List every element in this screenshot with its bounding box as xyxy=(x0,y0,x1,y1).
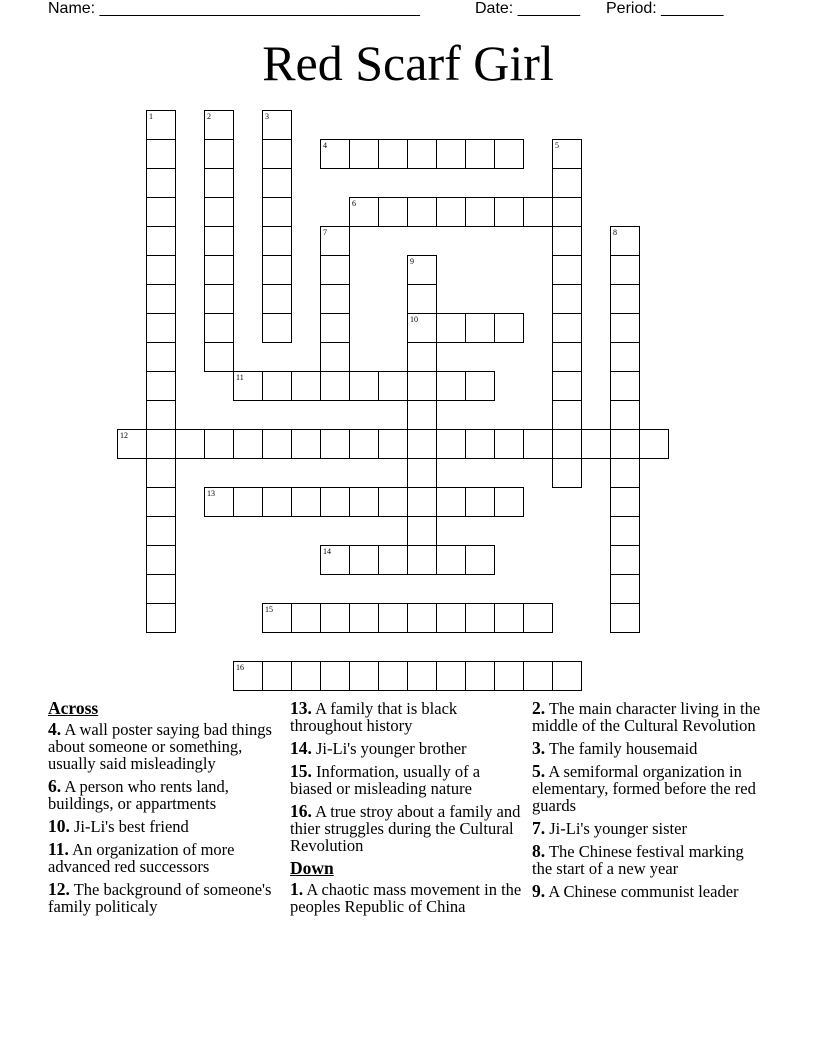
clue-column-2 xyxy=(290,700,525,921)
grid-cell[interactable] xyxy=(610,400,640,430)
grid-cell[interactable] xyxy=(233,661,263,691)
grid-cell[interactable] xyxy=(494,487,524,517)
grid-cell[interactable] xyxy=(262,168,292,198)
grid-cell[interactable] xyxy=(146,516,176,546)
grid-cell[interactable] xyxy=(378,603,408,633)
grid-cell[interactable] xyxy=(494,139,524,169)
clue-down-9: 9. A Chinese communist leader xyxy=(532,881,739,901)
clue-across-10: 10. Ji-Li's best friend xyxy=(48,816,189,836)
grid-cell[interactable] xyxy=(204,284,234,314)
grid-cell[interactable] xyxy=(407,371,437,401)
grid-cell[interactable] xyxy=(610,313,640,343)
grid-cell[interactable] xyxy=(465,661,495,691)
grid-cell[interactable] xyxy=(378,429,408,459)
grid-cell[interactable] xyxy=(320,284,350,314)
grid-cell[interactable] xyxy=(349,603,379,633)
grid-cell[interactable] xyxy=(349,487,379,517)
grid-cell[interactable] xyxy=(465,603,495,633)
grid-cell[interactable] xyxy=(349,139,379,169)
clue-down-1: 1. A chaotic mass movement in the peoples Republic of China xyxy=(290,879,522,916)
grid-cell[interactable] xyxy=(436,487,466,517)
grid-cell[interactable] xyxy=(552,168,582,198)
grid-cell[interactable] xyxy=(610,226,640,256)
grid-cell[interactable] xyxy=(146,603,176,633)
grid-cell[interactable] xyxy=(349,661,379,691)
clue-number: 15 xyxy=(265,605,273,614)
grid-cell[interactable] xyxy=(610,255,640,285)
grid-cell[interactable] xyxy=(494,661,524,691)
grid-cell[interactable] xyxy=(465,139,495,169)
clue-number: 4 xyxy=(323,141,327,150)
grid-cell[interactable] xyxy=(262,661,292,691)
across-heading: Across xyxy=(48,698,99,718)
grid-cell[interactable] xyxy=(204,110,234,140)
grid-cell[interactable] xyxy=(146,342,176,372)
grid-cell[interactable] xyxy=(552,226,582,256)
grid-cell[interactable] xyxy=(494,603,524,633)
grid-cell[interactable] xyxy=(291,371,321,401)
grid-cell[interactable] xyxy=(204,313,234,343)
grid-cell[interactable] xyxy=(581,429,611,459)
grid-cell[interactable] xyxy=(291,429,321,459)
grid-cell[interactable] xyxy=(407,284,437,314)
grid-cell[interactable] xyxy=(610,458,640,488)
clue-number: 9 xyxy=(410,257,414,266)
clue-number: 2 xyxy=(207,112,211,121)
grid-cell[interactable] xyxy=(407,545,437,575)
grid-cell[interactable] xyxy=(146,284,176,314)
clue-across-4: 4. A wall poster saying bad things about someone or something, usually said misleadingly xyxy=(48,719,272,773)
date-field-label: Date: _______ xyxy=(475,0,580,17)
grid-cell[interactable] xyxy=(320,226,350,256)
grid-cell[interactable] xyxy=(204,429,234,459)
grid-cell[interactable] xyxy=(407,313,437,343)
grid-cell[interactable] xyxy=(175,429,205,459)
grid-cell[interactable] xyxy=(436,139,466,169)
grid-cell[interactable] xyxy=(204,226,234,256)
clue-across-14: 14. Ji-Li's younger brother xyxy=(290,738,467,758)
grid-cell[interactable] xyxy=(146,429,176,459)
grid-cell[interactable] xyxy=(436,661,466,691)
grid-cell[interactable] xyxy=(204,168,234,198)
grid-cell[interactable] xyxy=(204,342,234,372)
grid-cell[interactable] xyxy=(204,197,234,227)
grid-cell[interactable] xyxy=(494,313,524,343)
grid-cell[interactable] xyxy=(407,603,437,633)
clue-number: 10 xyxy=(410,315,418,324)
grid-cell[interactable] xyxy=(436,197,466,227)
grid-cell[interactable] xyxy=(320,313,350,343)
clue-down-5: 5. A semiformal organization in elementary, formed before the red guards xyxy=(532,761,756,815)
grid-cell[interactable] xyxy=(117,429,147,459)
grid-cell[interactable] xyxy=(407,516,437,546)
grid-cell[interactable] xyxy=(465,313,495,343)
clue-column-3 xyxy=(532,700,767,906)
clue-number: 7 xyxy=(323,228,327,237)
grid-cell[interactable] xyxy=(146,458,176,488)
clue-number: 5 xyxy=(555,141,559,150)
grid-cell[interactable] xyxy=(262,429,292,459)
clue-number: 3 xyxy=(265,112,269,121)
grid-cell[interactable] xyxy=(436,313,466,343)
grid-cell[interactable] xyxy=(146,255,176,285)
grid-cell[interactable] xyxy=(436,371,466,401)
grid-cell[interactable] xyxy=(610,429,640,459)
clue-down-3: 3. The family housemaid xyxy=(532,738,698,758)
grid-cell[interactable] xyxy=(378,487,408,517)
grid-cell[interactable] xyxy=(320,139,350,169)
grid-cell[interactable] xyxy=(552,139,582,169)
grid-cell[interactable] xyxy=(262,313,292,343)
grid-cell[interactable] xyxy=(378,139,408,169)
grid-cell[interactable] xyxy=(407,342,437,372)
grid-cell[interactable] xyxy=(262,603,292,633)
grid-cell[interactable] xyxy=(407,661,437,691)
grid-cell[interactable] xyxy=(552,458,582,488)
grid-cell[interactable] xyxy=(610,603,640,633)
grid-cell[interactable] xyxy=(436,545,466,575)
grid-cell[interactable] xyxy=(262,139,292,169)
grid-cell[interactable] xyxy=(407,400,437,430)
clue-across-11: 11. An organization of more advanced red successors xyxy=(48,839,235,876)
grid-cell[interactable] xyxy=(552,400,582,430)
grid-cell[interactable] xyxy=(610,516,640,546)
grid-cell[interactable] xyxy=(407,429,437,459)
grid-cell[interactable] xyxy=(349,197,379,227)
clue-number: 8 xyxy=(613,228,617,237)
grid-cell[interactable] xyxy=(262,487,292,517)
grid-cell[interactable] xyxy=(610,487,640,517)
grid-cell[interactable] xyxy=(233,371,263,401)
grid-cell[interactable] xyxy=(639,429,669,459)
grid-cell[interactable] xyxy=(291,661,321,691)
grid-cell[interactable] xyxy=(378,545,408,575)
grid-cell[interactable] xyxy=(146,574,176,604)
clue-column-1 xyxy=(48,700,283,921)
grid-cell[interactable] xyxy=(204,255,234,285)
period-field-label: Period: _______ xyxy=(606,0,724,17)
grid-cell[interactable] xyxy=(320,429,350,459)
grid-cell[interactable] xyxy=(610,545,640,575)
grid-cell[interactable] xyxy=(465,487,495,517)
grid-cell[interactable] xyxy=(146,197,176,227)
grid-cell[interactable] xyxy=(146,313,176,343)
grid-cell[interactable] xyxy=(320,487,350,517)
clue-down-2: 2. The main character living in the middle of the Cultural Revolution xyxy=(532,698,761,735)
page-title: Red Scarf Girl xyxy=(262,35,554,91)
grid-cell[interactable] xyxy=(146,226,176,256)
grid-cell[interactable] xyxy=(523,661,553,691)
grid-cell[interactable] xyxy=(436,429,466,459)
grid-cell[interactable] xyxy=(407,487,437,517)
grid-cell[interactable] xyxy=(233,429,263,459)
grid-cell[interactable] xyxy=(552,313,582,343)
clue-number: 6 xyxy=(352,199,356,208)
grid-cell[interactable] xyxy=(407,197,437,227)
down-heading: Down xyxy=(290,858,334,878)
grid-cell[interactable] xyxy=(378,661,408,691)
grid-cell[interactable] xyxy=(146,545,176,575)
clue-number: 13 xyxy=(207,489,215,498)
grid-cell[interactable] xyxy=(465,429,495,459)
grid-cell[interactable] xyxy=(465,371,495,401)
grid-cell[interactable] xyxy=(610,371,640,401)
grid-cell[interactable] xyxy=(320,255,350,285)
grid-cell[interactable] xyxy=(146,168,176,198)
grid-cell[interactable] xyxy=(146,110,176,140)
grid-cell[interactable] xyxy=(494,429,524,459)
grid-cell[interactable] xyxy=(262,197,292,227)
clue-number: 14 xyxy=(323,547,331,556)
grid-cell[interactable] xyxy=(320,545,350,575)
clue-number: 16 xyxy=(236,663,244,672)
grid-cell[interactable] xyxy=(523,603,553,633)
grid-cell[interactable] xyxy=(146,400,176,430)
grid-cell[interactable] xyxy=(552,197,582,227)
grid-cell[interactable] xyxy=(146,139,176,169)
grid-cell[interactable] xyxy=(262,110,292,140)
grid-cell[interactable] xyxy=(349,371,379,401)
grid-cell[interactable] xyxy=(291,603,321,633)
grid-cell[interactable] xyxy=(523,197,553,227)
grid-cell[interactable] xyxy=(552,429,582,459)
grid-cell[interactable] xyxy=(610,342,640,372)
clue-number: 1 xyxy=(149,112,153,121)
grid-cell[interactable] xyxy=(523,429,553,459)
grid-cell[interactable] xyxy=(146,371,176,401)
name-field-label: Name: ____________________________________ xyxy=(48,0,420,17)
grid-cell[interactable] xyxy=(262,284,292,314)
grid-cell[interactable] xyxy=(407,255,437,285)
grid-cell[interactable] xyxy=(378,371,408,401)
grid-cell[interactable] xyxy=(436,603,466,633)
clue-number: 11 xyxy=(236,373,244,382)
clue-across-15: 15. Information, usually of a biased or misleading nature xyxy=(290,761,481,798)
grid-cell[interactable] xyxy=(552,284,582,314)
clue-down-8: 8. The Chinese festival marking the start of a new year xyxy=(532,841,744,878)
grid-cell[interactable] xyxy=(262,371,292,401)
grid-cell[interactable] xyxy=(204,139,234,169)
clue-across-16: 16. A true stroy about a family and thier struggles during the Cultural Revolution xyxy=(290,801,521,855)
grid-cell[interactable] xyxy=(552,255,582,285)
grid-cell[interactable] xyxy=(233,487,263,517)
clue-down-7: 7. Ji-Li's younger sister xyxy=(532,818,687,838)
grid-cell[interactable] xyxy=(610,574,640,604)
grid-cell[interactable] xyxy=(320,371,350,401)
clue-number: 12 xyxy=(120,431,128,440)
grid-cell[interactable] xyxy=(320,661,350,691)
grid-cell[interactable] xyxy=(320,342,350,372)
grid-cell[interactable] xyxy=(494,197,524,227)
grid-cell[interactable] xyxy=(262,226,292,256)
grid-cell[interactable] xyxy=(349,545,379,575)
grid-cell[interactable] xyxy=(465,545,495,575)
grid-cell[interactable] xyxy=(465,197,495,227)
grid-cell[interactable] xyxy=(262,255,292,285)
grid-cell[interactable] xyxy=(349,429,379,459)
grid-cell[interactable] xyxy=(378,197,408,227)
grid-cell[interactable] xyxy=(552,661,582,691)
clue-across-6: 6. A person who rents land, buildings, or appartments xyxy=(48,776,229,813)
clue-across-13: 13. A family that is black throughout history xyxy=(290,698,458,735)
grid-cell[interactable] xyxy=(146,487,176,517)
grid-cell[interactable] xyxy=(552,342,582,372)
clue-across-12: 12. The background of someone's family politicaly xyxy=(48,879,272,916)
grid-cell[interactable] xyxy=(407,139,437,169)
grid-cell[interactable] xyxy=(407,458,437,488)
grid-cell[interactable] xyxy=(204,487,234,517)
grid-cell[interactable] xyxy=(291,487,321,517)
grid-cell[interactable] xyxy=(552,371,582,401)
grid-cell[interactable] xyxy=(320,603,350,633)
grid-cell[interactable] xyxy=(610,284,640,314)
